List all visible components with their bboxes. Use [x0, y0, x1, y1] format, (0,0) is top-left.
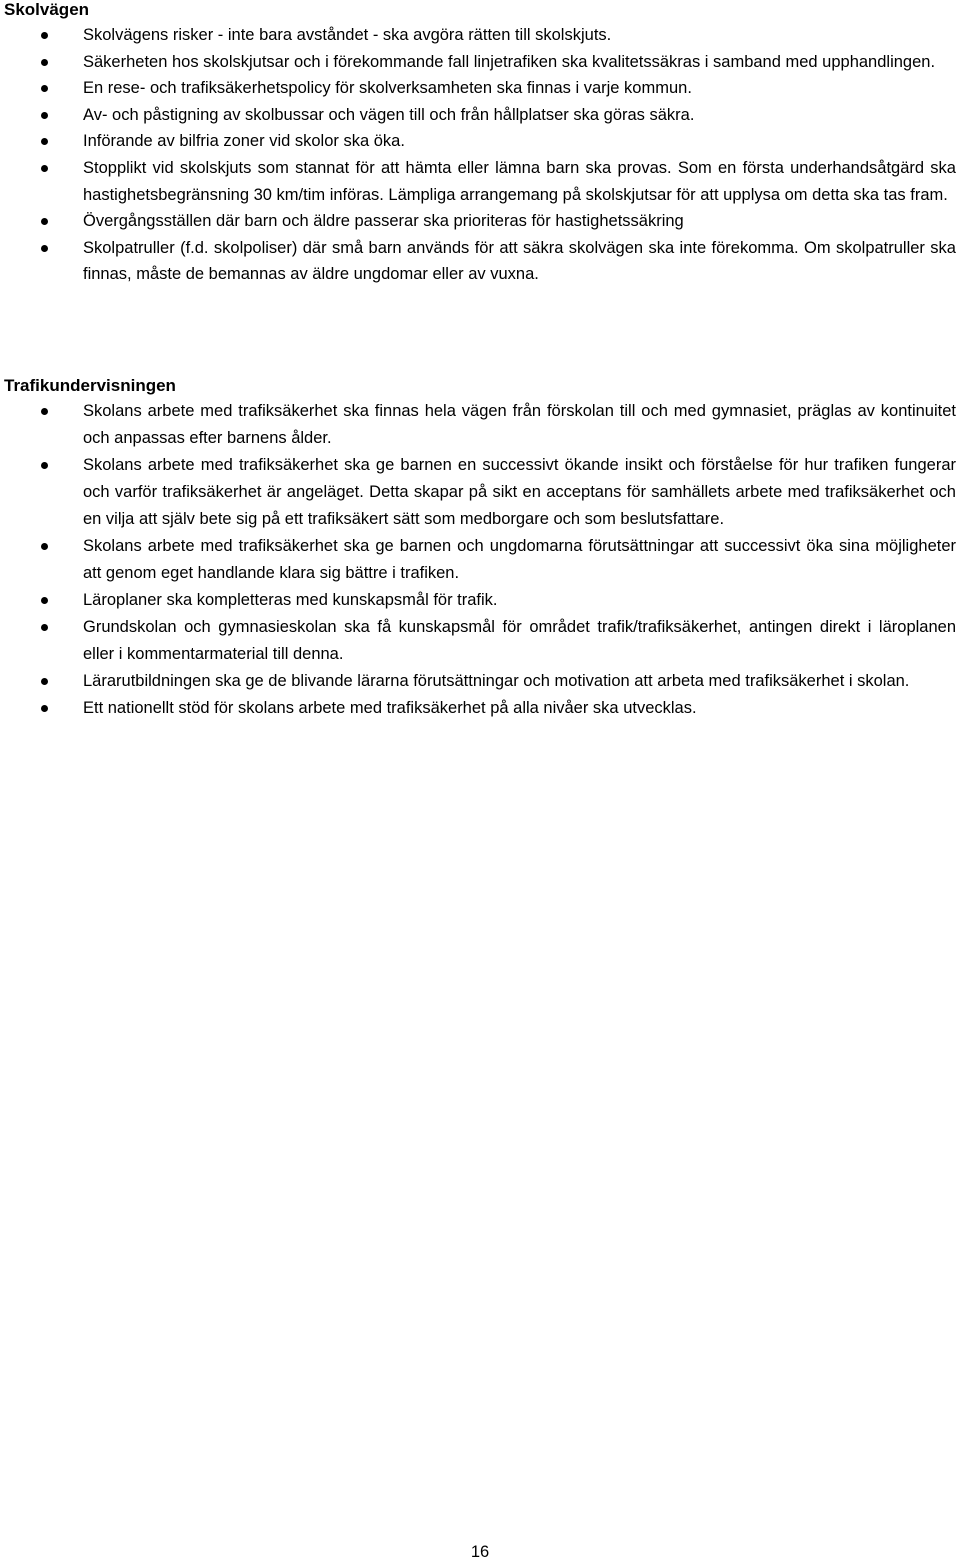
bullet-icon [41, 678, 48, 685]
bullet-icon [41, 85, 48, 92]
list-item-text: Införande av bilfria zoner vid skolor ska öka. [83, 132, 405, 151]
list-item-text: Av- och påstigning av skolbussar och vägen till och från hållplatser ska göras säkra. [83, 105, 695, 124]
list-item [0, 208, 960, 235]
list-item [0, 75, 960, 102]
list-item [0, 695, 960, 722]
list-item-text: Grundskolan och gymnasieskolan ska få kunskapsmål för området trafik/trafiksäkerhet, antingen direkt i läroplanen eller i kommentarmaterial till denna. [83, 618, 956, 663]
list-item-text: Skolpatruller (f.d. skolpoliser) där små barn används för att säkra skolvägen ska inte förekomma. Om skolpatruller ska finnas, måste de bemannas av äldre ungdomar eller av vuxna. [83, 238, 956, 284]
bullet-icon [41, 624, 48, 631]
bullet-icon [41, 112, 48, 119]
bullet-icon [41, 543, 48, 550]
list-item-text: Skolans arbete med trafiksäkerhet ska finnas hela vägen från förskolan till och med gymnasiet, präglas av kontinuitet och anpassas efter barnens ålder. [83, 402, 956, 447]
bullet-icon [41, 705, 48, 712]
bullet-icon [41, 408, 48, 415]
list-item [0, 587, 960, 614]
bullet-list [0, 22, 960, 288]
list-item [0, 398, 960, 452]
list-item-text: Skolans arbete med trafiksäkerhet ska ge barnen en successivt ökande insikt och förståelse för hur trafiken fungerar och varför trafiksäkerhet är angeläget. Detta skapar på sikt en acceptans för samhällets arbete med trafiksäkerhet och en vilja att själv bete sig på ett trafiksäkert sätt som medborgare och som beslutsfattare. [83, 456, 956, 528]
bullet-icon [41, 218, 48, 225]
list-item-text: En rese- och trafiksäkerhetspolicy för skolverksamheten ska finnas i varje kommun. [83, 79, 692, 98]
list-item [0, 235, 960, 288]
list-item-text: Stopplikt vid skolskjuts som stannat för att hämta eller lämna barn ska provas. Som en första underhandsåtgärd ska hastighetsbegränsning 30 km/tim införas. Lämpliga arrangemang på skolskjutsar för att upplysa om detta ska tas fram. [83, 158, 956, 204]
list-item [0, 128, 960, 155]
list-item-text: Övergångsställen där barn och äldre passerar ska prioriteras för hastighetssäkring [83, 212, 684, 231]
page-number: 16 [470, 1543, 490, 1561]
list-item [0, 533, 960, 587]
list-item-text: Säkerheten hos skolskjutsar och i förekommande fall linjetrafiken ska kvalitetssäkras i samband med upphandlingen. [83, 52, 936, 71]
list-item [0, 614, 960, 668]
bullet-icon [41, 138, 48, 145]
list-item [0, 668, 960, 695]
bullet-icon [41, 597, 48, 604]
list-item [0, 22, 960, 49]
list-item-text: Lärarutbildningen ska ge de blivande lärarna förutsättningar och motivation att arbeta med trafiksäkerhet i skolan. [83, 672, 910, 690]
bullet-icon [41, 32, 48, 39]
section-heading: Trafikundervisningen [4, 376, 176, 395]
bullet-list [0, 398, 960, 722]
list-item [0, 49, 960, 76]
list-item-text: Skolans arbete med trafiksäkerhet ska ge barnen och ungdomarna förutsättningar att successivt öka sina möjligheter att genom eget handlande klara sig bättre i trafiken. [83, 537, 956, 582]
list-item-text: Läroplaner ska kompletteras med kunskapsmål för trafik. [83, 591, 498, 609]
list-item [0, 155, 960, 208]
list-item-text: Skolvägens risker - inte bara avståndet - ska avgöra rätten till skolskjuts. [83, 26, 612, 44]
list-item-text: Ett nationellt stöd för skolans arbete med trafiksäkerhet på alla nivåer ska utvecklas. [83, 699, 697, 717]
bullet-icon [41, 59, 48, 66]
bullet-icon [41, 165, 48, 172]
list-item [0, 452, 960, 533]
section-heading: Skolvägen [4, 0, 90, 19]
bullet-icon [41, 462, 48, 469]
bullet-icon [41, 245, 48, 252]
section-trafikundervisningen [0, 374, 960, 722]
list-item [0, 102, 960, 129]
section-skolvagen [0, 0, 960, 288]
